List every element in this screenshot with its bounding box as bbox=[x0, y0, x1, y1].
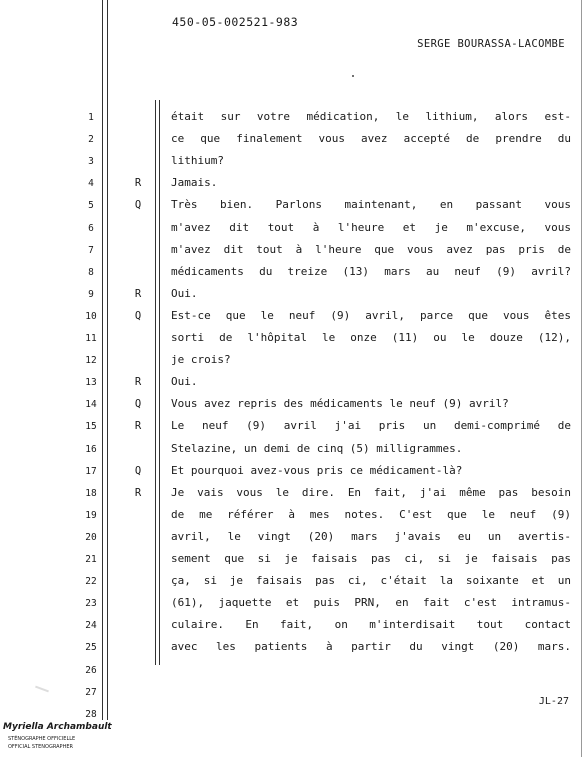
line-number: 6 bbox=[88, 222, 94, 234]
line-text: Et pourquoi avez-vous pris ce médicament-là? bbox=[171, 463, 463, 477]
line-number: 20 bbox=[85, 531, 97, 543]
speaker-marker: R bbox=[134, 420, 142, 433]
line-number: 7 bbox=[88, 244, 94, 256]
line-number: 17 bbox=[85, 465, 97, 477]
line-number: 1 bbox=[88, 112, 94, 123]
line-number: 16 bbox=[85, 443, 97, 455]
line-text: Vous avez repris des médicaments le neuf (9) avril? bbox=[171, 397, 509, 411]
line-number: 18 bbox=[85, 487, 97, 499]
speaker-marker: R bbox=[134, 287, 142, 300]
transcript-line bbox=[0, 152, 581, 172]
line-number: 25 bbox=[85, 642, 97, 654]
line-number: 22 bbox=[85, 576, 97, 588]
line-number: 14 bbox=[85, 399, 97, 411]
speaker-marker: Q bbox=[134, 309, 142, 322]
line-number: 15 bbox=[85, 421, 97, 433]
line-text: sement que si je faisais pas ci, si je faisais pas bbox=[171, 552, 571, 565]
line-number: 4 bbox=[88, 178, 94, 190]
line-number: 24 bbox=[85, 620, 97, 632]
transcript-line bbox=[0, 462, 581, 482]
line-text: avec les patients à partir du vingt (20) mars. bbox=[171, 640, 571, 654]
transcript-line bbox=[0, 440, 581, 460]
line-text: Oui. bbox=[171, 286, 198, 300]
line-number: 19 bbox=[85, 509, 97, 521]
speck bbox=[352, 75, 354, 77]
transcript-line bbox=[0, 484, 581, 504]
transcript-line bbox=[0, 638, 581, 658]
line-number: 23 bbox=[85, 598, 97, 610]
transcript-line bbox=[0, 108, 581, 128]
page-reference: JL-27 bbox=[538, 696, 569, 707]
line-text: Stelazine, un demi de cinq (5) milligrammes. bbox=[171, 441, 463, 455]
line-number: 13 bbox=[85, 377, 97, 389]
line-text: Oui. bbox=[171, 375, 198, 389]
line-number: 10 bbox=[85, 310, 97, 322]
speaker-marker: R bbox=[134, 376, 142, 389]
line-text: Jamais. bbox=[171, 176, 218, 190]
line-number: 8 bbox=[88, 266, 94, 278]
line-text: m'avez dit tout à l'heure et je m'excuse, vous bbox=[171, 220, 571, 234]
transcript-line bbox=[0, 616, 581, 636]
speaker-marker: Q bbox=[134, 199, 142, 212]
transcript-line bbox=[0, 550, 581, 570]
line-number: 12 bbox=[85, 355, 97, 367]
transcript-line bbox=[0, 506, 581, 526]
speaker-marker: R bbox=[134, 177, 142, 190]
transcript-line bbox=[0, 417, 581, 437]
line-number: 21 bbox=[85, 554, 97, 565]
transcript-line bbox=[0, 351, 581, 371]
line-number: 2 bbox=[88, 134, 94, 146]
transcript-line-empty bbox=[0, 683, 581, 703]
transcript-line-empty bbox=[0, 661, 581, 681]
speaker-marker: Q bbox=[134, 464, 142, 477]
speaker-marker: Q bbox=[134, 398, 142, 411]
line-text: médicaments du treize (13) mars au neuf (9) avril? bbox=[171, 264, 571, 278]
line-number: 26 bbox=[85, 664, 97, 676]
transcript-line bbox=[0, 572, 581, 592]
line-text: ce que finalement vous avez accepté de prendre du bbox=[171, 132, 571, 146]
page-edge bbox=[581, 0, 582, 757]
transcript-line bbox=[0, 285, 581, 305]
transcript-line bbox=[0, 307, 581, 327]
stenographer-stamp-title-fr: STÉNOGRAPHE OFFICIELLE bbox=[8, 736, 76, 742]
transcript-line bbox=[0, 395, 581, 415]
line-number: 28 bbox=[85, 708, 97, 720]
transcript-line bbox=[0, 373, 581, 393]
line-text: avril, le vingt (20) mars j'avais eu un avertis- bbox=[171, 529, 571, 543]
line-text: culaire. En fait, on m'interdisait tout contact bbox=[171, 618, 571, 632]
stenographer-stamp-title-en: OFFICIAL STENOGRAPHER bbox=[8, 744, 73, 750]
witness-name: SERGE BOURASSA-LACOMBE bbox=[417, 38, 565, 50]
line-text: (61), jaquette et puis PRN, en fait c'est intramus- bbox=[171, 596, 571, 610]
line-text: sorti de l'hôpital le onze (11) ou le douze (12), bbox=[171, 331, 571, 344]
line-text: de me référer à mes notes. C'est que le neuf (9) bbox=[171, 507, 571, 521]
line-text: je crois? bbox=[171, 353, 231, 367]
transcript-line bbox=[0, 528, 581, 548]
stenographer-stamp-name: Myriella Archambault bbox=[3, 722, 112, 732]
transcript-line bbox=[0, 196, 581, 216]
transcript-line bbox=[0, 219, 581, 239]
speaker-marker: R bbox=[134, 486, 142, 499]
line-number: 5 bbox=[88, 200, 94, 212]
transcript-line bbox=[0, 263, 581, 283]
transcript-line bbox=[0, 130, 581, 150]
line-number: 27 bbox=[85, 686, 97, 698]
line-text: Je vais vous le dire. En fait, j'ai même pas besoin bbox=[171, 485, 571, 499]
document-number: 450-05-002521-983 bbox=[172, 15, 299, 29]
line-text: était sur votre médication, le lithium, alors est- bbox=[171, 110, 571, 123]
transcript-line bbox=[0, 329, 581, 349]
line-text: lithium? bbox=[171, 154, 224, 168]
line-number: 9 bbox=[88, 288, 94, 300]
line-text: m'avez dit tout à l'heure que vous avez pas pris de bbox=[171, 242, 571, 256]
line-text: ça, si je faisais pas ci, c'était la soixante et un bbox=[171, 574, 571, 588]
line-text: Est-ce que le neuf (9) avril, parce que vous êtes bbox=[171, 308, 571, 322]
transcript-line bbox=[0, 241, 581, 261]
line-number: 11 bbox=[85, 333, 97, 344]
line-text: Très bien. Parlons maintenant, en passant vous bbox=[171, 198, 571, 212]
transcript-line bbox=[0, 594, 581, 614]
line-number: 3 bbox=[88, 156, 94, 168]
transcript-line bbox=[0, 174, 581, 194]
line-text: Le neuf (9) avril j'ai pris un demi-comprimé de bbox=[171, 419, 571, 433]
